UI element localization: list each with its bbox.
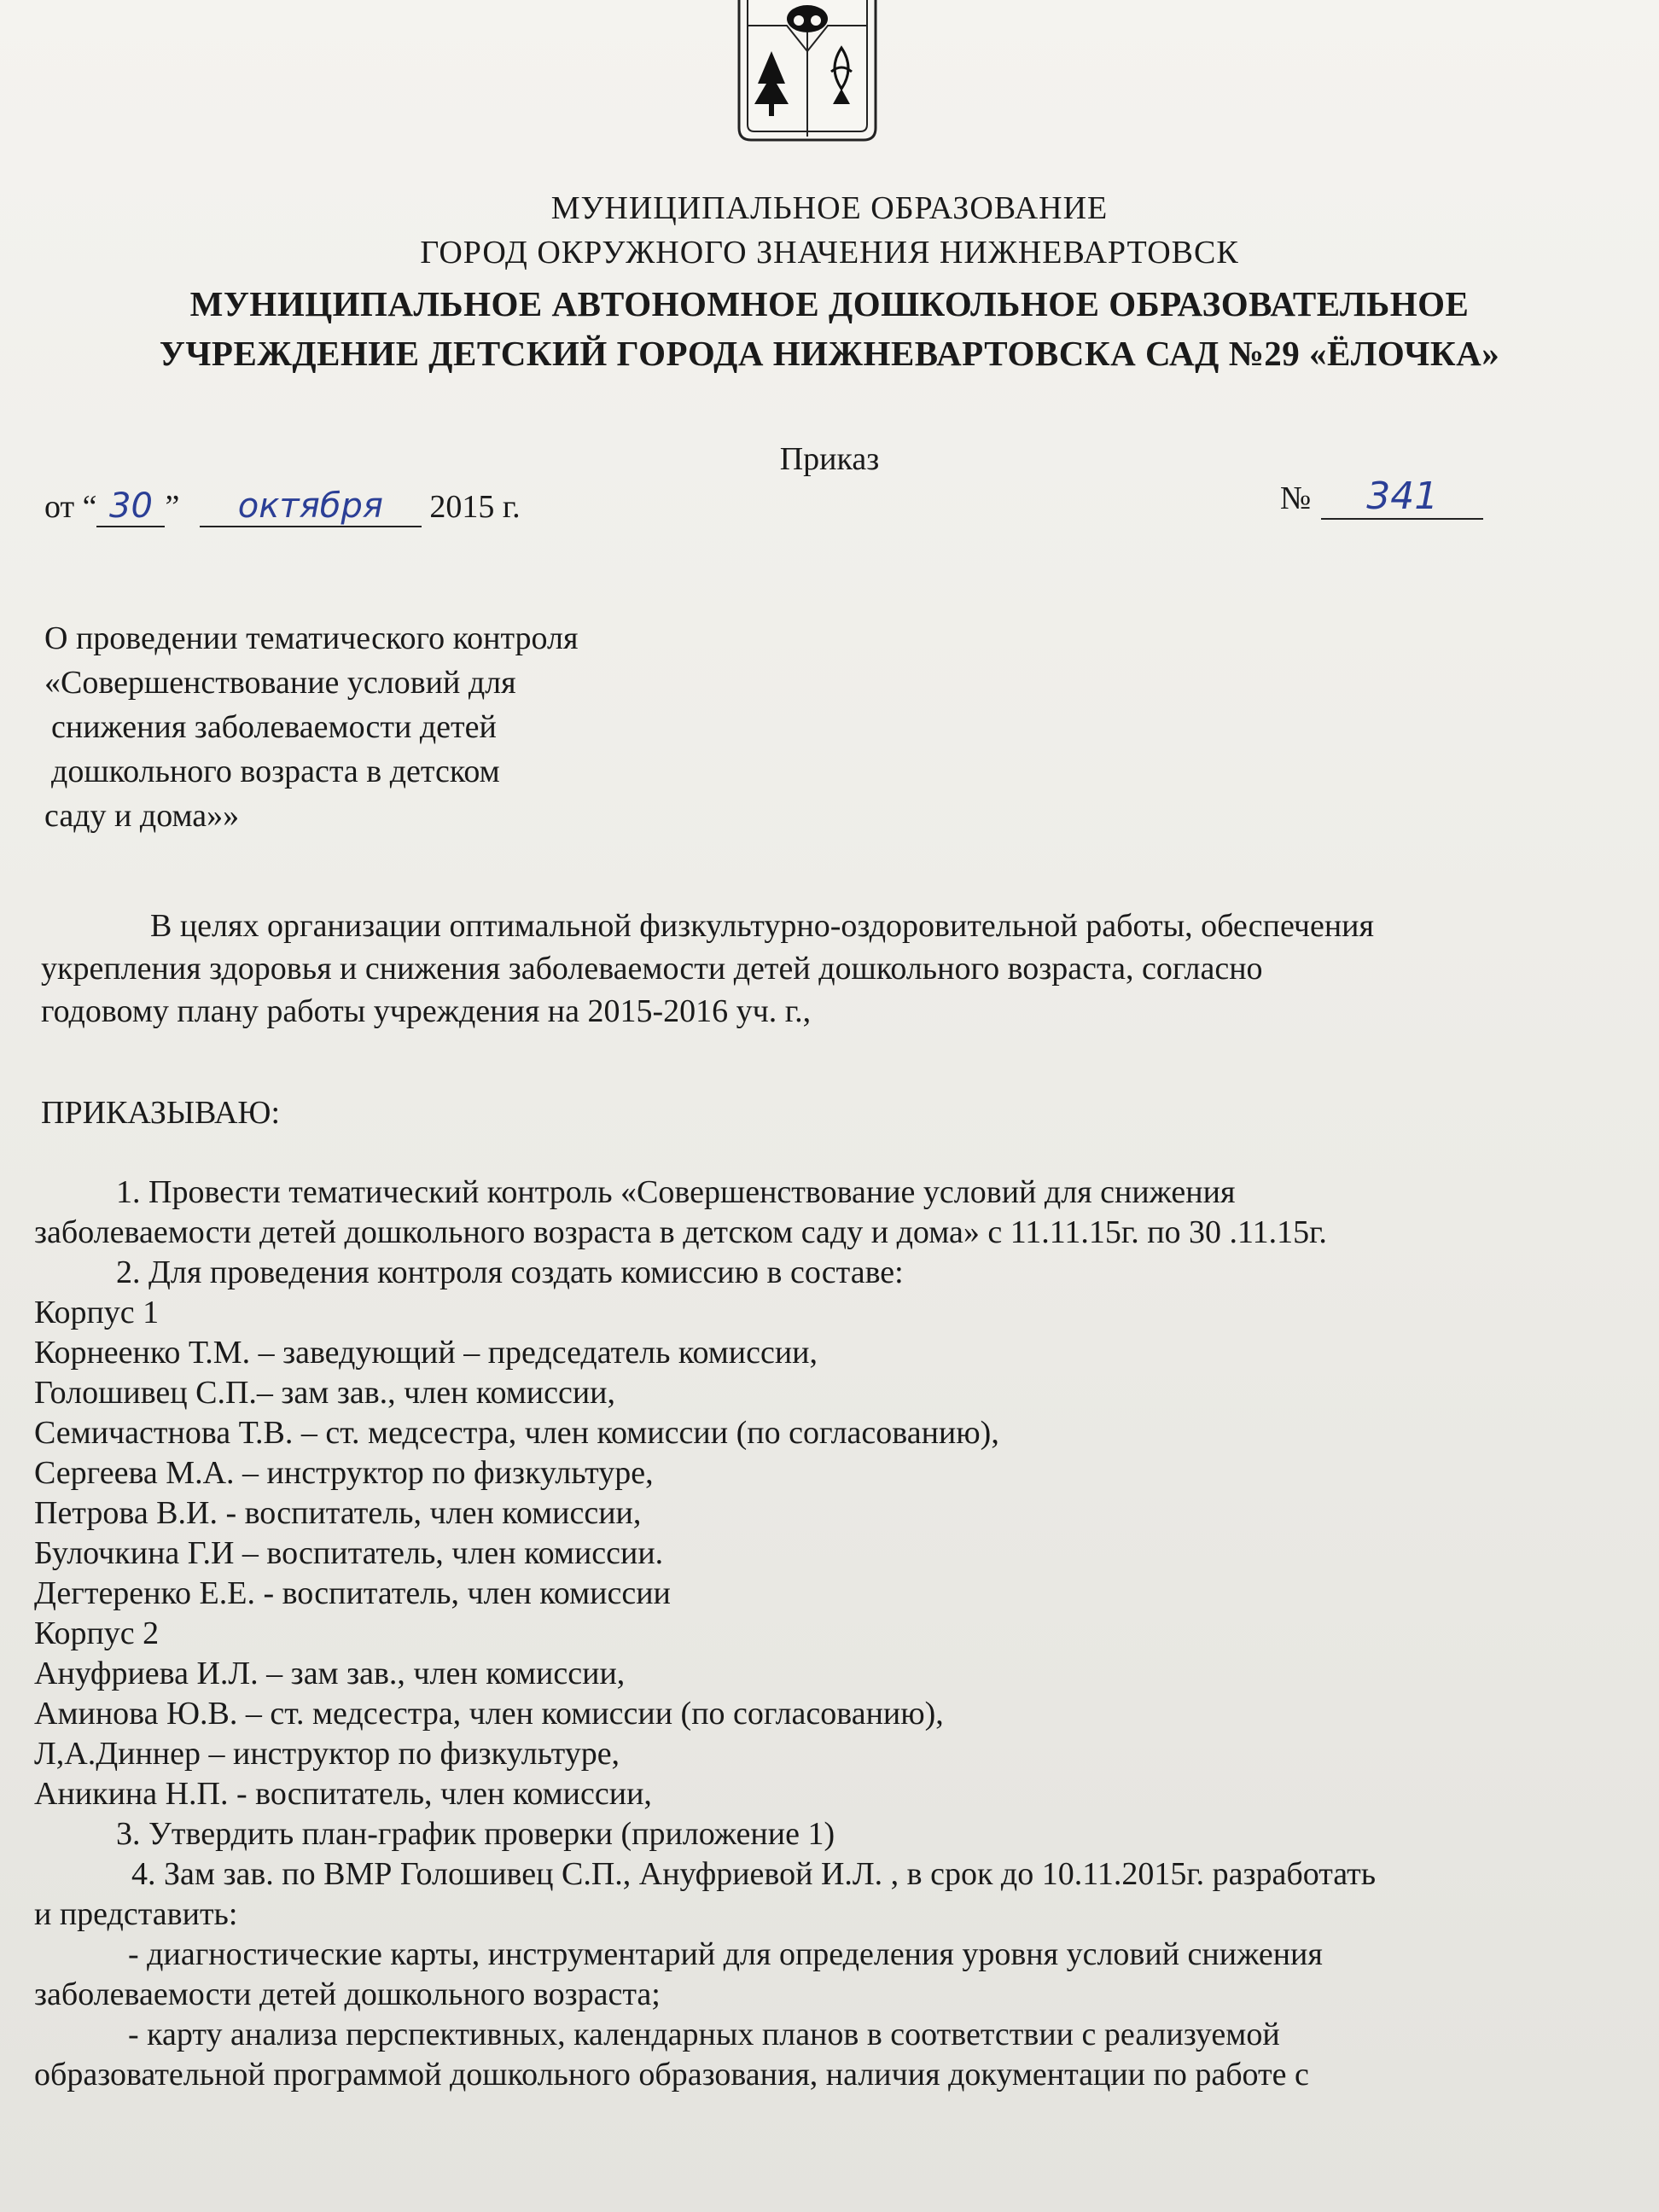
municipality-line-1: МУНИЦИПАЛЬНОЕ ОБРАЗОВАНИЕ xyxy=(550,190,1109,226)
order-number xyxy=(1280,474,1483,520)
decree-word: ПРИКАЗЫВАЮ: xyxy=(41,1095,281,1131)
body-line: заболеваемости детей дошкольного возраста в детском саду и дома» с 11.11.15г. по 30 .11.15г. xyxy=(34,1214,1327,1250)
body-line: - диагностические карты, инструментарий для определения уровня условий снижения xyxy=(128,1936,1323,1972)
body-line: 1. Провести тематический контроль «Совершенствование условий для снижения xyxy=(116,1174,1236,1210)
subject-line: О проведении тематического контроля xyxy=(44,620,579,656)
body-line: Корпус 1 xyxy=(34,1295,160,1330)
body-line: Аникина Н.П. - воспитатель, член комиссии, xyxy=(34,1776,652,1812)
body-line: Корнеенко Т.М. – заведующий – председатель комиссии, xyxy=(34,1335,818,1371)
body-line: заболеваемости детей дошкольного возраста; xyxy=(34,1976,661,2012)
handwritten-month: октября xyxy=(200,486,422,527)
body-line: Аминова Ю.В. – ст. медсестра, член комиссии (по согласованию), xyxy=(34,1696,944,1732)
order-title: Приказ xyxy=(779,441,880,477)
institution-name-line-1: МУНИЦИПАЛЬНОЕ АВТОНОМНОЕ ДОШКОЛЬНОЕ ОБРАЗОВАТЕЛЬНОЕ xyxy=(189,284,1470,323)
body-line: Дегтеренко Е.Е. - воспитатель, член комиссии xyxy=(34,1575,671,1611)
body-line: образовательной программой дошкольного образования, наличия документации по работе с xyxy=(34,2057,1309,2093)
order-date xyxy=(44,486,521,527)
body-line: Петрова В.И. - воспитатель, член комиссии, xyxy=(34,1495,642,1531)
body-line: Ануфриева И.Л. – зам зав., член комиссии, xyxy=(34,1656,626,1691)
municipality-line-2: ГОРОД ОКРУЖНОГО ЗНАЧЕНИЯ НИЖНЕВАРТОВСК xyxy=(420,235,1239,271)
body-line: Л,А.Диннер – инструктор по физкультуре, xyxy=(34,1736,620,1772)
preamble-line: годовому плану работы учреждения на 2015-2016 уч. г., xyxy=(41,993,812,1029)
order-subject xyxy=(44,616,667,838)
date-prefix: от “ xyxy=(44,489,97,525)
date-year: 2015 г. xyxy=(421,489,521,525)
preamble-line: укрепления здоровья и снижения заболеваемости детей дошкольного возраста, согласно xyxy=(41,951,1263,987)
handwritten-day: 30 xyxy=(96,486,165,527)
body-line: Семичастнова Т.В. – ст. медсестра, член комиссии (по согласованию), xyxy=(34,1415,999,1451)
subject-line: снижения заболеваемости детей xyxy=(51,709,497,745)
handwritten-number: 341 xyxy=(1321,474,1483,520)
number-label: № xyxy=(1280,480,1312,516)
institution-name-line-2: УЧРЕЖДЕНИЕ ДЕТСКИЙ ГОРОДА НИЖНЕВАРТОВСКА САД №29 «ЁЛОЧКА» xyxy=(159,334,1500,373)
preamble xyxy=(41,905,1603,1033)
body-line: и представить: xyxy=(34,1896,238,1932)
subject-line: «Совершенствование условий для xyxy=(44,665,516,701)
body-line: 4. Зам зав. по ВМР Голошивец С.П., Ануфриевой И.Л. , в срок до 10.11.2015г. разработать xyxy=(131,1856,1377,1892)
body-line: 2. Для проведения контроля создать комиссию в составе: xyxy=(116,1254,904,1290)
body-line: Сергеева М.А. – инструктор по физкультуре, xyxy=(34,1455,654,1491)
body-line: Булочкина Г.И – воспитатель, член комиссии. xyxy=(34,1535,664,1571)
body-line: Корпус 2 xyxy=(34,1615,160,1651)
body-line: 3. Утвердить план-график проверки (приложение 1) xyxy=(116,1816,835,1852)
preamble-line: В целях организации оптимальной физкультурно-оздоровительной работы, обеспечения xyxy=(150,908,1374,944)
date-mid: ” xyxy=(165,489,188,525)
order-body xyxy=(34,1173,1656,2095)
coat-of-arms-icon xyxy=(736,0,879,145)
subject-line: дошкольного возраста в детском xyxy=(51,754,500,789)
body-line: - карту анализа перспективных, календарных планов в соответствии с реализуемой xyxy=(128,2017,1280,2052)
subject-line: саду и дома»» xyxy=(44,798,240,834)
body-line: Голошивец С.П.– зам зав., член комиссии, xyxy=(34,1375,616,1411)
